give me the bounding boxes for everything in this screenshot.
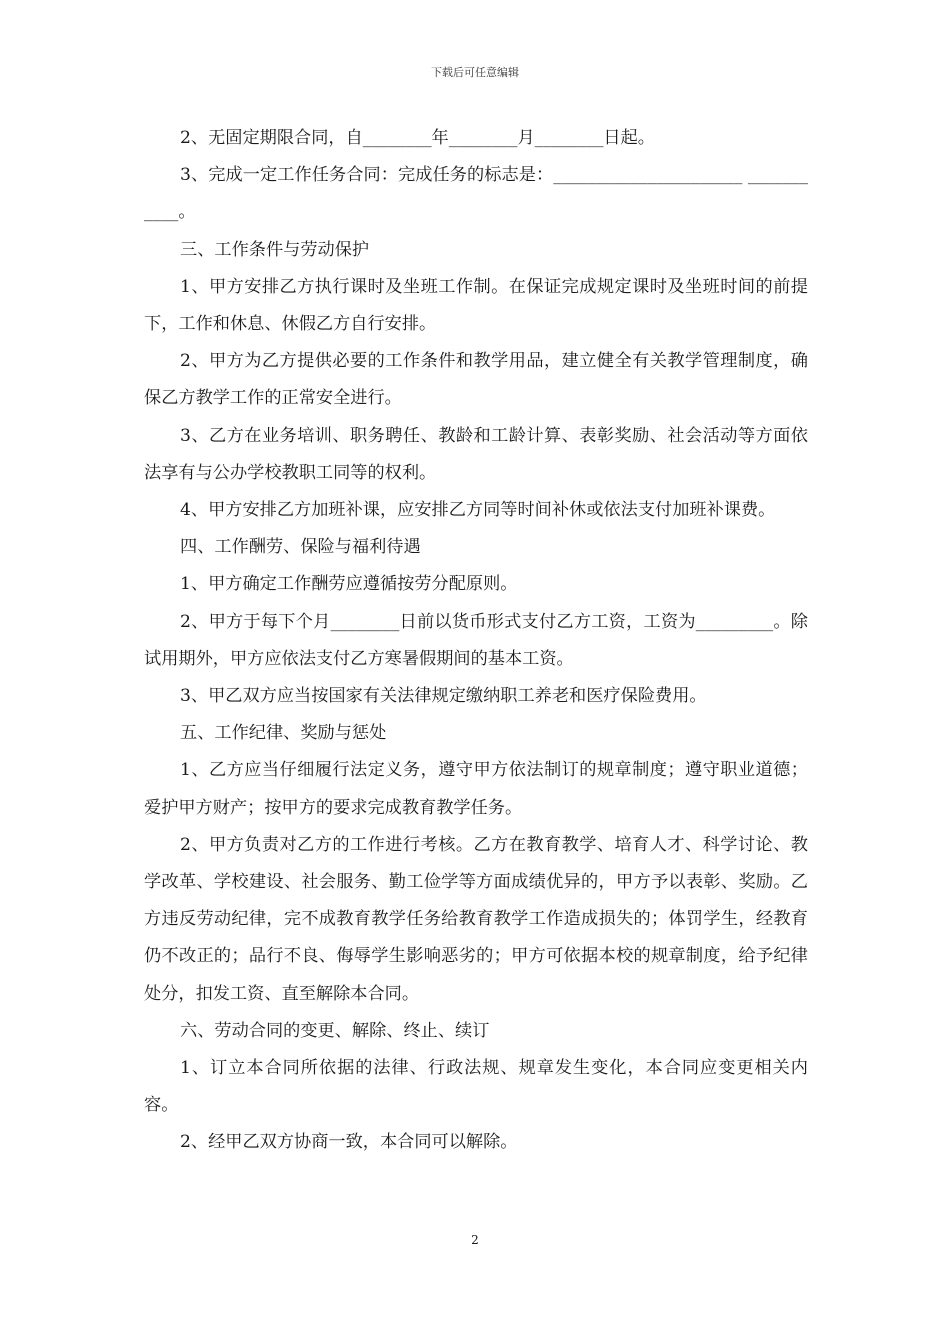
page-number: 2 bbox=[471, 1233, 479, 1247]
page-header-note: 下载后可任意编辑 bbox=[431, 66, 519, 79]
section-heading-working-conditions: 三、工作条件与劳动保护 bbox=[180, 239, 370, 260]
clause-discipline-1: 1、乙方应当仔细履行法定义务，遵守甲方依法制订的规章制度；遵守职业道德；爱护甲方财产；按甲方的要求完成教育教学任务。 bbox=[144, 760, 808, 818]
clause-discipline-2: 2、甲方负责对乙方的工作进行考核。乙方在教育教学、培育人才、科学讨论、教学改革、学校建设、社会服务、勤工俭学等方面成绩优异的，甲方予以表彰、奖励。乙方违反劳动纪律，完不成教育教学任务给教育教学工作造成损失的；体罚学生，经教育仍不改正的；品行不良、侮辱学生影响恶劣的；甲方可依据本校的规章制度，给予纪律处分，扣发工资、直至解除本合同。 bbox=[144, 834, 808, 1004]
document-body bbox=[144, 120, 808, 1162]
clause-working-conditions-1: 1、甲方安排乙方执行课时及坐班工作制。在保证完成规定课时及坐班时间的前提下，工作和休息、休假乙方自行安排。 bbox=[144, 276, 808, 335]
section-heading-contract-changes: 六、劳动合同的变更、解除、终止、续订 bbox=[180, 1020, 490, 1041]
clause-3-task-completion: 3、完成一定工作任务合同：完成任务的标志是：______________________ ___________。 bbox=[144, 165, 808, 223]
clause-remuneration-3: 3、甲乙双方应当按国家有关法律规定缴纳职工养老和医疗保险费用。 bbox=[180, 686, 707, 707]
clause-contract-changes-2: 2、经甲乙双方协商一致，本合同可以解除。 bbox=[180, 1132, 518, 1153]
clause-working-conditions-3: 3、乙方在业务培训、职务聘任、教龄和工龄计算、表彰奖励、社会活动等方面依法享有与公办学校教职工同等的权利。 bbox=[144, 425, 808, 483]
clause-working-conditions-2: 2、甲方为乙方提供必要的工作条件和教学用品，建立健全有关教学管理制度，确保乙方教学工作的正常安全进行。 bbox=[144, 351, 808, 409]
section-heading-remuneration: 四、工作酬劳、保险与福利待遇 bbox=[180, 537, 421, 558]
section-heading-discipline: 五、工作纪律、奖励与惩处 bbox=[180, 723, 387, 744]
clause-contract-changes-1: 1、订立本合同所依据的法律、行政法规、规章发生变化，本合同应变更相关内容。 bbox=[144, 1058, 808, 1116]
clause-remuneration-1: 1、甲方确定工作酬劳应遵循按劳分配原则。 bbox=[180, 574, 518, 595]
clause-remuneration-2: 2、甲方于每下个月________日前以货币形式支付乙方工资，工资为_________。除试用期外，甲方应依法支付乙方寒暑假期间的基本工资。 bbox=[144, 611, 808, 669]
clause-working-conditions-4: 4、甲方安排乙方加班补课，应安排乙方同等时间补休或依法支付加班补课费。 bbox=[180, 500, 776, 521]
clause-2-indefinite-term: 2、无固定期限合同，自________年________月________日起。 bbox=[180, 128, 655, 148]
